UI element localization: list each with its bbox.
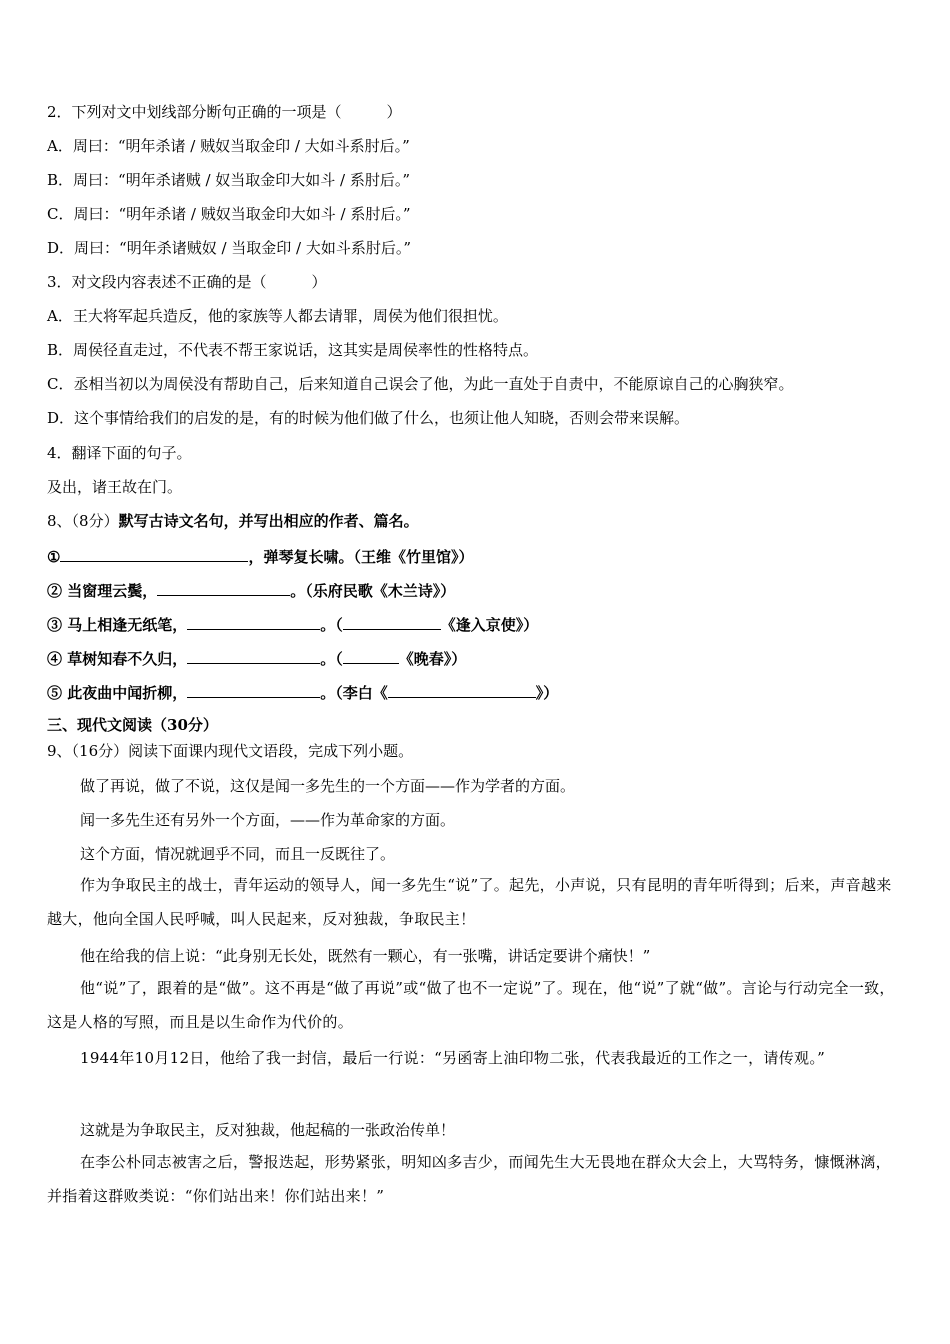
q8-stem	[47, 511, 419, 531]
q8-item5-blank[interactable]	[187, 681, 320, 698]
q8-item-4	[47, 647, 466, 669]
q9-stem: 9、（16分）阅读下面课内现代文语段，完成下列小题。	[47, 742, 414, 760]
q9-paragraph-6: 他“说”了，跟着的是“做”。这不再是“做了再说”或“做了也不一定说”了。现在，他“说”了就“做”。言论与行动完全一致，这是人格的写照，而且是以生命作为代价的。	[47, 979, 895, 1031]
q2-stem: 2．下列对文中划线部分断句正确的一项是（ ）	[47, 103, 402, 121]
q3-option-b: B．周侯径直走过，不代表不帮王家说话，这其实是周侯率性的性格特点。	[47, 341, 539, 359]
q9-paragraph-9: 在李公朴同志被害之后，警报迭起，形势紧张，明知凶多吉少，而闻先生大无畏地在群众大会上，大骂特务，慷慨淋漓，并指着这群败类说：“你们站出来！你们站出来！”	[47, 1153, 891, 1205]
q8-item3-blank[interactable]	[187, 613, 320, 630]
q2-option-a: A．周曰：“明年杀诸 / 贼奴当取金印 / 大如斗系肘后。”	[47, 137, 410, 155]
q8-item1-rest: ，弹琴复长啸。（王维《竹里馆》）	[248, 548, 474, 566]
q8-item4-text: ④ 草树知春不久归，	[47, 650, 188, 668]
q8-item3-mid: 。（	[320, 616, 343, 634]
q3-option-a: A．王大将军起兵造反，他的家族等人都去请罪，周侯为他们很担忧。	[47, 307, 508, 325]
q8-item5-text: ⑤ 此夜曲中闻折柳，	[47, 684, 188, 702]
q8-item-5	[47, 681, 558, 703]
q8-item-3	[47, 613, 538, 635]
q9-paragraph-2: 闻一多先生还有另外一个方面，——作为革命家的方面。	[80, 811, 456, 829]
q8-item5-rest: 》）	[535, 684, 559, 702]
q8-item-2	[47, 579, 455, 601]
q2-option-c: C．周曰：“明年杀诸 / 贼奴当取金印大如斗 / 系肘后。”	[47, 205, 411, 223]
q8-item2-rest: 。（乐府民歌《木兰诗》）	[290, 582, 456, 600]
q9-paragraph-7: 1944年10月12日，他给了我一封信，最后一行说：“另函寄上油印物二张，代表我最近的工作之一，请传观。”	[80, 1049, 826, 1067]
q8-item3-text: ③ 马上相逢无纸笔，	[47, 616, 188, 634]
q9-paragraph-1: 做了再说，做了不说，这仅是闻一多先生的一个方面——作为学者的方面。	[80, 777, 576, 795]
q8-item4-rest: 《晚春》）	[398, 650, 467, 668]
q9-paragraph-5: 他在给我的信上说：“此身别无长处，既然有一颗心，有一张嘴，讲话定要讲个痛快！”	[80, 947, 651, 965]
q8-stem-bold: 默写古诗文名句，并写出相应的作者、篇名。	[118, 512, 419, 530]
q3-option-d: D．这个事情给我们的启发的是，有的时候为他们做了什么，也须让他人知晓，否则会带来误解。	[47, 409, 690, 427]
q8-item4-author-blank[interactable]	[343, 647, 399, 664]
q3-stem: 3．对文段内容表述不正确的是（ ）	[47, 273, 327, 291]
q8-item5-title-blank[interactable]	[388, 681, 536, 698]
q9-paragraph-3: 这个方面，情况就迥乎不同，而且一反既往了。	[80, 845, 396, 863]
q8-item5-mid: 。（李白《	[320, 684, 388, 702]
q8-item2-blank[interactable]	[157, 579, 290, 596]
q8-item1-number: ①	[47, 548, 61, 566]
q8-item4-mid: 。（	[320, 650, 343, 668]
q2-option-d: D．周曰：“明年杀诸贼奴 / 当取金印 / 大如斗系肘后。”	[47, 239, 412, 257]
q9-paragraph-4: 作为争取民主的战士，青年运动的领导人，闻一多先生“说”了。起先，小声说，只有昆明的青年听得到；后来，声音越来越大，他向全国人民呼喊，叫人民起来，反对独裁，争取民主！	[47, 876, 892, 928]
q8-item1-blank[interactable]	[60, 545, 248, 562]
q9-paragraph-8: 这就是为争取民主，反对独裁，他起稿的一张政治传单！	[80, 1121, 456, 1139]
q2-option-b: B．周曰：“明年杀诸贼 / 奴当取金印大如斗 / 系肘后。”	[47, 171, 411, 189]
q8-item-1	[47, 545, 473, 567]
q3-option-c: C．丞相当初以为周侯没有帮助自己，后来知道自己误会了他，为此一直处于自责中，不能原谅自己的心胸狭窄。	[47, 375, 794, 393]
q8-item3-author-blank[interactable]	[343, 613, 441, 630]
q8-item2-text: ② 当窗理云鬓，	[47, 582, 158, 600]
q8-item4-blank[interactable]	[187, 647, 320, 664]
q4-stem: 4．翻译下面的句子。	[47, 444, 192, 462]
q8-stem-prefix: 8、（8分）	[47, 512, 119, 530]
q8-item3-rest: 《逢入京使》）	[440, 616, 539, 634]
section3-title: 三、现代文阅读（30分）	[47, 716, 218, 734]
q4-sentence: 及出，诸王故在门。	[47, 478, 183, 496]
